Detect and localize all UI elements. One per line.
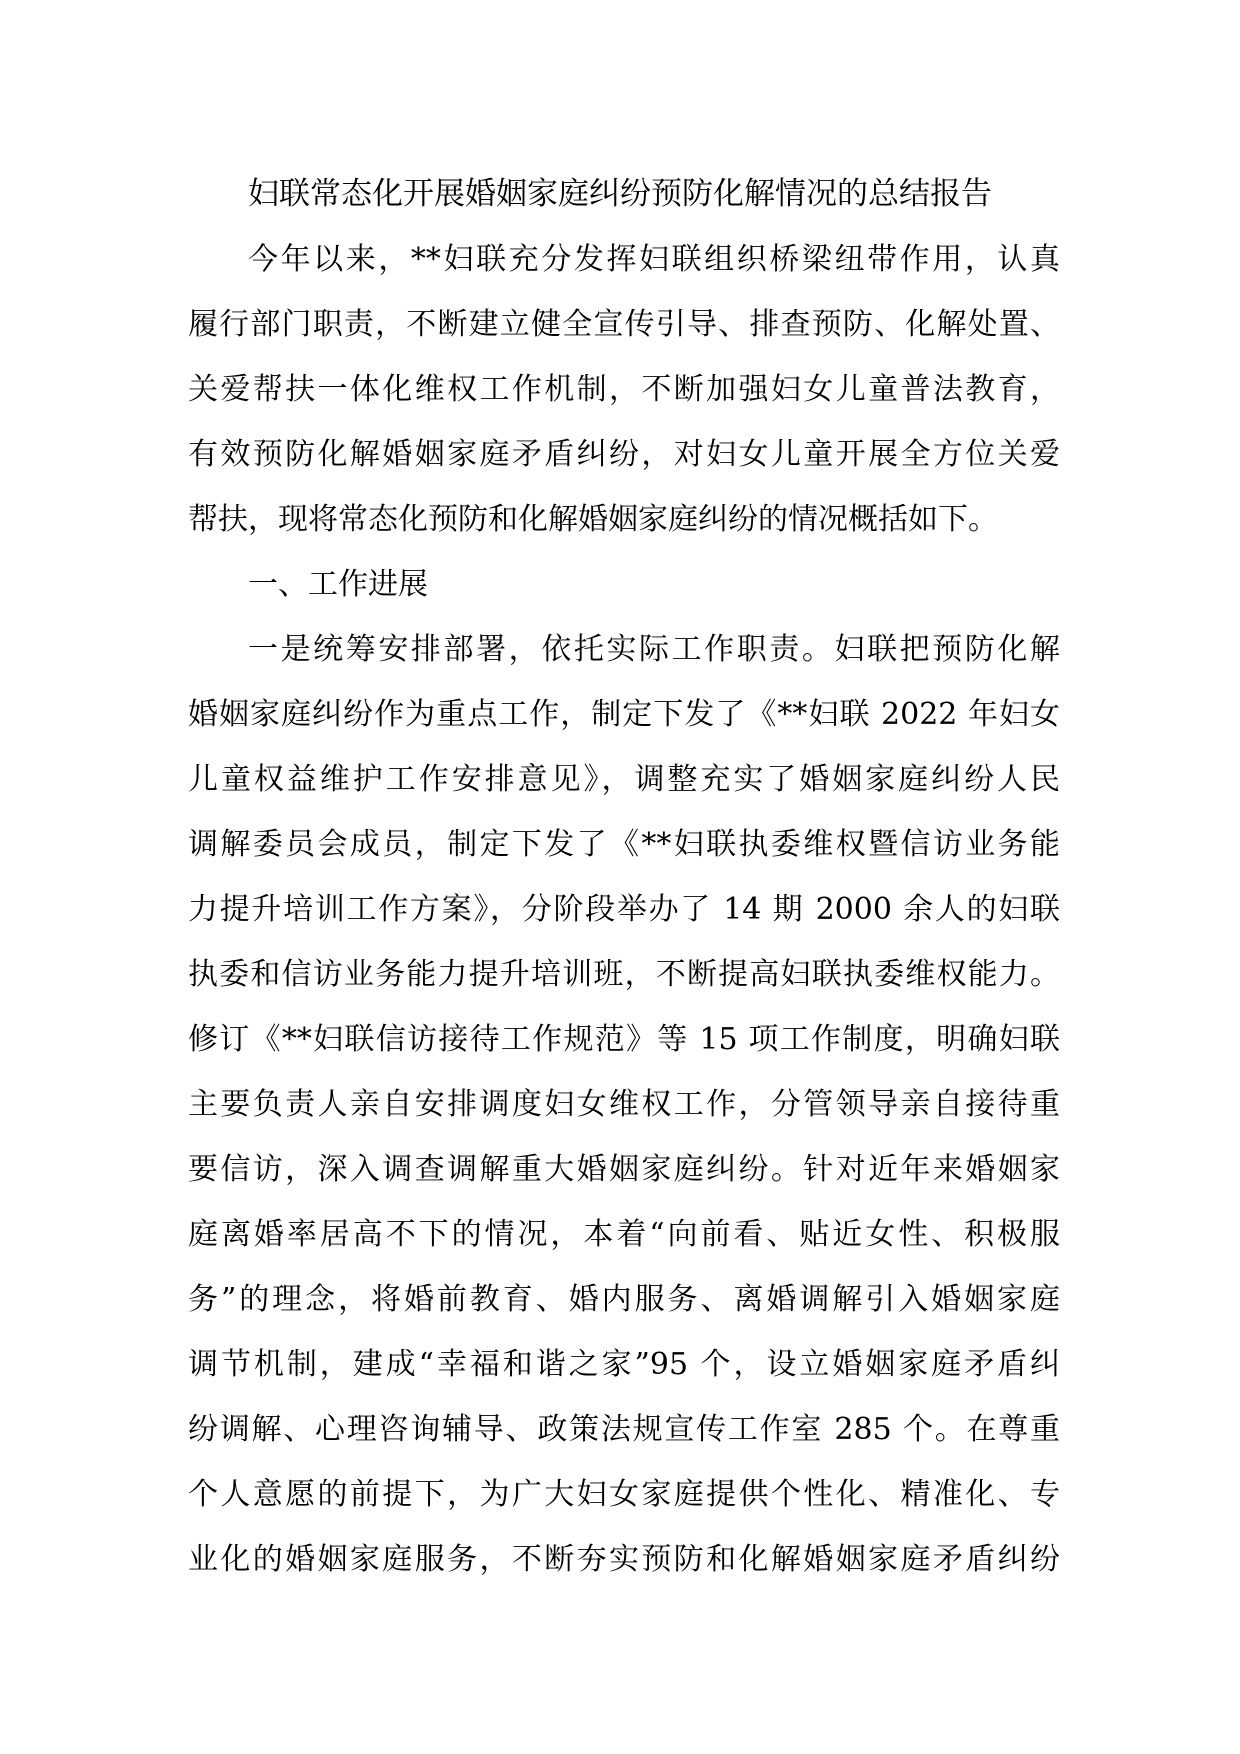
paragraph-line: 今年以来，**妇联充分发挥妇联组织桥梁纽带作用，认真	[248, 242, 1060, 277]
paragraph-line: 力提升培训工作方案》，分阶段举办了 14 期 2000 余人的妇联	[188, 892, 1060, 927]
paragraph-line: 庭离婚率居高不下的情况，本着“向前看、贴近女性、积极服	[188, 1217, 1060, 1252]
paragraph-line: 要信访，深入调查调解重大婚姻家庭纠纷。针对近年来婚姻家	[188, 1152, 1060, 1187]
paragraph-line: 纷调解、心理咨询辅导、政策法规宣传工作室 285 个。在尊重	[188, 1412, 1060, 1447]
paragraph-line: 履行部门职责，不断建立健全宣传引导、排查预防、化解处置、	[188, 307, 1060, 342]
paragraph-line: 修订《**妇联信访接待工作规范》等 15 项工作制度，明确妇联	[188, 1022, 1060, 1057]
paragraph-line: 务”的理念，将婚前教育、婚内服务、离婚调解引入婚姻家庭	[188, 1282, 1060, 1317]
paragraph-line: 执委和信访业务能力提升培训班，不断提高妇联执委维权能力。	[188, 957, 1060, 992]
section-paragraph	[188, 617, 1060, 1592]
paragraph-line: 业化的婚姻家庭服务，不断夯实预防和化解婚姻家庭矛盾纠纷	[188, 1542, 1060, 1577]
paragraph-line: 主要负责人亲自安排调度妇女维权工作，分管领导亲自接待重	[188, 1087, 1060, 1122]
paragraph-line: 婚姻家庭纠纷作为重点工作，制定下发了《**妇联 2022 年妇女	[188, 697, 1060, 732]
document-body	[188, 162, 1060, 1592]
section-heading: 一、工作进展	[248, 567, 428, 602]
paragraph-line: 一是统筹安排部署，依托实际工作职责。妇联把预防化解	[248, 632, 1060, 667]
paragraph-line: 有效预防化解婚姻家庭矛盾纠纷，对妇女儿童开展全方位关爱	[188, 437, 1060, 472]
intro-paragraph	[188, 227, 1060, 552]
paragraph-line: 关爱帮扶一体化维权工作机制，不断加强妇女儿童普法教育，	[188, 372, 1060, 407]
paragraph-line: 调节机制，建成“幸福和谐之家”95 个，设立婚姻家庭矛盾纠	[188, 1347, 1060, 1382]
paragraph-line: 调解委员会成员，制定下发了《**妇联执委维权暨信访业务能	[188, 827, 1060, 862]
paragraph-line: 帮扶，现将常态化预防和化解婚姻家庭纠纷的情况概括如下。	[188, 502, 998, 537]
paragraph-line: 儿童权益维护工作安排意见》，调整充实了婚姻家庭纠纷人民	[188, 762, 1060, 797]
paragraph-line: 个人意愿的前提下，为广大妇女家庭提供个性化、精准化、专	[188, 1477, 1060, 1512]
document-title: 妇联常态化开展婚姻家庭纠纷预防化解情况的总结报告	[248, 176, 992, 212]
